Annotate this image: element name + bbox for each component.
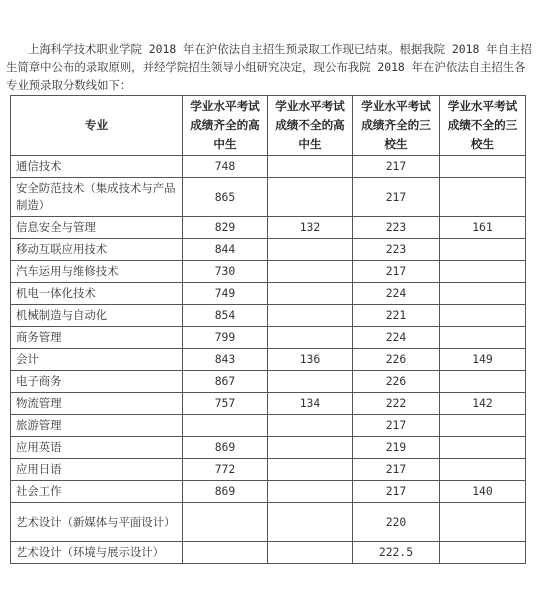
intro-paragraph xyxy=(6,40,532,94)
table-row xyxy=(11,261,526,283)
score-vocational-incomplete xyxy=(440,239,526,261)
score-highschool-complete: 829 xyxy=(183,217,268,239)
major-cell: 应用日语 xyxy=(11,459,183,481)
major-cell: 艺术设计（环境与展示设计） xyxy=(11,542,183,564)
header-highschool-incomplete: 学业水平考试成绩不全的高中生 xyxy=(268,96,353,156)
score-highschool-incomplete: 132 xyxy=(268,217,353,239)
score-vocational-incomplete xyxy=(440,283,526,305)
score-highschool-complete: 757 xyxy=(183,393,268,415)
score-vocational-incomplete xyxy=(440,156,526,178)
score-vocational-complete: 224 xyxy=(353,327,440,349)
score-vocational-complete: 217 xyxy=(353,156,440,178)
score-highschool-complete: 865 xyxy=(183,178,268,217)
major-cell: 物流管理 xyxy=(11,393,183,415)
score-highschool-complete xyxy=(183,542,268,564)
score-highschool-incomplete xyxy=(268,261,353,283)
score-vocational-complete: 219 xyxy=(353,437,440,459)
score-vocational-complete: 217 xyxy=(353,415,440,437)
score-vocational-complete: 217 xyxy=(353,178,440,217)
table-row xyxy=(11,349,526,371)
score-highschool-incomplete xyxy=(268,178,353,217)
score-vocational-complete: 223 xyxy=(353,239,440,261)
header-row xyxy=(11,96,526,156)
score-highschool-incomplete xyxy=(268,415,353,437)
score-highschool-complete xyxy=(183,503,268,542)
table-row xyxy=(11,239,526,261)
score-vocational-incomplete: 161 xyxy=(440,217,526,239)
table-row xyxy=(11,503,526,542)
table-row xyxy=(11,542,526,564)
intro-text: 上海科学技术职业学院 2018 年在沪依法自主招生预录取工作现已结束。根据我院 2018 年自主招生简章中公布的录取原则，并经学院招生领导小组研究决定，现公布我院 2018 年在沪依法自主招生各专业预录取分数线如下： xyxy=(6,42,532,92)
score-highschool-incomplete xyxy=(268,542,353,564)
table-row xyxy=(11,178,526,217)
major-cell: 商务管理 xyxy=(11,327,183,349)
score-highschool-complete: 799 xyxy=(183,327,268,349)
score-vocational-incomplete xyxy=(440,415,526,437)
score-highschool-incomplete xyxy=(268,283,353,305)
score-highschool-incomplete xyxy=(268,156,353,178)
score-highschool-complete: 869 xyxy=(183,481,268,503)
score-vocational-complete: 221 xyxy=(353,305,440,327)
table-header xyxy=(11,96,526,156)
score-vocational-incomplete xyxy=(440,327,526,349)
table-row xyxy=(11,217,526,239)
major-cell: 机械制造与自动化 xyxy=(11,305,183,327)
score-highschool-incomplete xyxy=(268,327,353,349)
score-vocational-incomplete xyxy=(440,261,526,283)
score-highschool-complete: 867 xyxy=(183,371,268,393)
score-vocational-complete: 217 xyxy=(353,261,440,283)
major-cell: 信息安全与管理 xyxy=(11,217,183,239)
major-cell: 移动互联应用技术 xyxy=(11,239,183,261)
score-vocational-complete: 226 xyxy=(353,349,440,371)
header-vocational-complete: 学业水平考试成绩齐全的三校生 xyxy=(353,96,440,156)
header-major: 专业 xyxy=(11,96,183,156)
major-cell: 汽车运用与维修技术 xyxy=(11,261,183,283)
table-row xyxy=(11,437,526,459)
score-highschool-incomplete xyxy=(268,239,353,261)
score-vocational-complete: 224 xyxy=(353,283,440,305)
score-highschool-complete xyxy=(183,415,268,437)
score-highschool-complete: 869 xyxy=(183,437,268,459)
major-cell: 安全防范技术（集成技术与产品制造） xyxy=(11,178,183,217)
table-row xyxy=(11,393,526,415)
header-vocational-incomplete: 学业水平考试成绩不全的三校生 xyxy=(440,96,526,156)
table-row xyxy=(11,327,526,349)
score-vocational-complete: 222 xyxy=(353,393,440,415)
score-vocational-complete: 217 xyxy=(353,481,440,503)
major-cell: 会计 xyxy=(11,349,183,371)
major-cell: 旅游管理 xyxy=(11,415,183,437)
score-vocational-incomplete xyxy=(440,178,526,217)
score-highschool-incomplete xyxy=(268,437,353,459)
score-highschool-complete: 749 xyxy=(183,283,268,305)
major-cell: 艺术设计（新媒体与平面设计） xyxy=(11,503,183,542)
score-highschool-incomplete xyxy=(268,305,353,327)
major-cell: 通信技术 xyxy=(11,156,183,178)
major-cell: 电子商务 xyxy=(11,371,183,393)
score-highschool-complete: 844 xyxy=(183,239,268,261)
table-row xyxy=(11,481,526,503)
table-body xyxy=(11,156,526,564)
score-vocational-incomplete xyxy=(440,437,526,459)
score-vocational-incomplete: 142 xyxy=(440,393,526,415)
score-highschool-incomplete xyxy=(268,481,353,503)
score-vocational-incomplete xyxy=(440,542,526,564)
score-vocational-incomplete xyxy=(440,459,526,481)
score-highschool-incomplete xyxy=(268,503,353,542)
admission-score-table xyxy=(10,95,526,564)
table-row xyxy=(11,283,526,305)
score-highschool-incomplete xyxy=(268,459,353,481)
score-highschool-complete: 772 xyxy=(183,459,268,481)
score-highschool-incomplete: 136 xyxy=(268,349,353,371)
table-row xyxy=(11,305,526,327)
score-vocational-complete: 220 xyxy=(353,503,440,542)
score-vocational-complete: 223 xyxy=(353,217,440,239)
score-vocational-incomplete xyxy=(440,503,526,542)
score-vocational-incomplete: 149 xyxy=(440,349,526,371)
table-row xyxy=(11,156,526,178)
header-highschool-complete: 学业水平考试成绩齐全的高中生 xyxy=(183,96,268,156)
score-vocational-incomplete xyxy=(440,371,526,393)
score-highschool-incomplete: 134 xyxy=(268,393,353,415)
major-cell: 应用英语 xyxy=(11,437,183,459)
score-vocational-incomplete: 140 xyxy=(440,481,526,503)
score-vocational-complete: 226 xyxy=(353,371,440,393)
score-highschool-complete: 730 xyxy=(183,261,268,283)
major-cell: 社会工作 xyxy=(11,481,183,503)
table-row xyxy=(11,459,526,481)
score-vocational-incomplete xyxy=(440,305,526,327)
major-cell: 机电一体化技术 xyxy=(11,283,183,305)
score-vocational-complete: 222.5 xyxy=(353,542,440,564)
table-row xyxy=(11,371,526,393)
table-row xyxy=(11,415,526,437)
score-vocational-complete: 217 xyxy=(353,459,440,481)
score-highschool-complete: 854 xyxy=(183,305,268,327)
score-highschool-complete: 748 xyxy=(183,156,268,178)
score-highschool-incomplete xyxy=(268,371,353,393)
score-highschool-complete: 843 xyxy=(183,349,268,371)
